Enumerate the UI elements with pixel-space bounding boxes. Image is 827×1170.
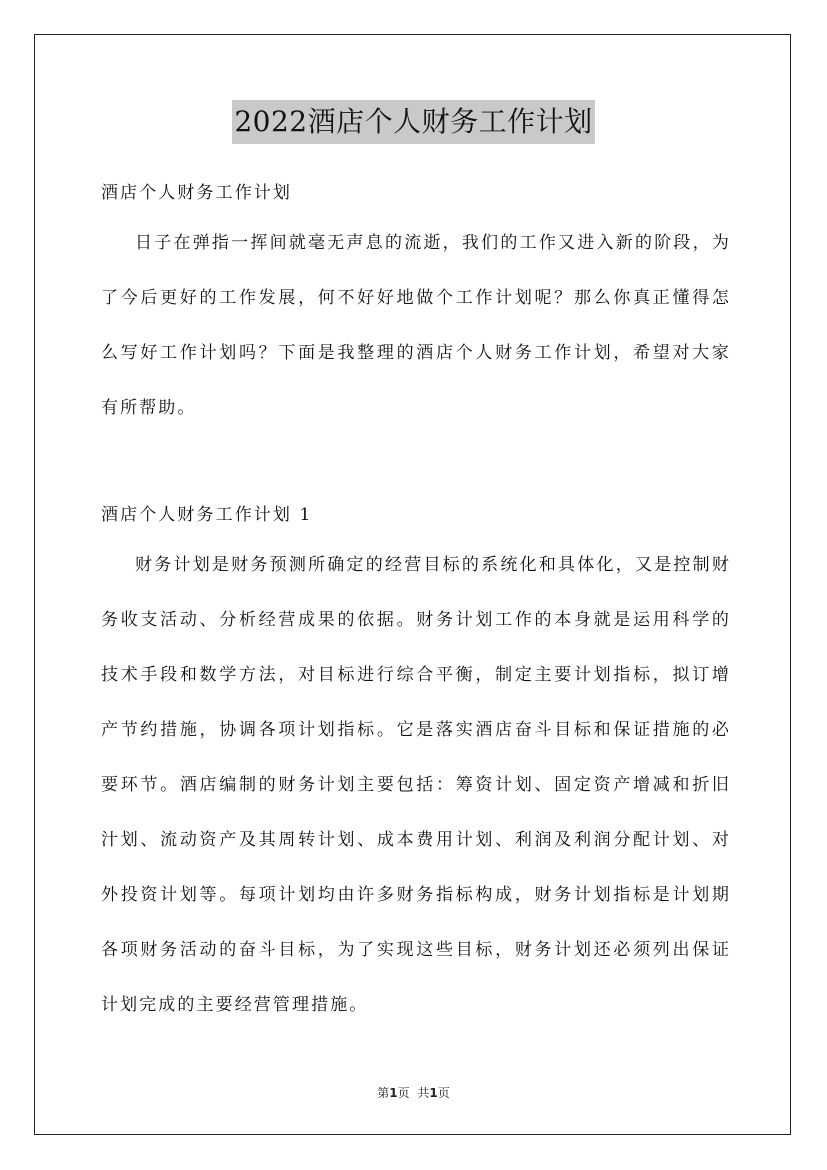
footer-prefix: 第 [377,1086,390,1100]
footer-total-suffix: 页 [437,1086,450,1100]
title-container [0,100,827,144]
footer-total-pages: 1 [429,1086,438,1100]
document-body [101,170,731,1033]
document-title: 2022酒店个人财务工作计划 [232,100,594,144]
paragraph-intro: 日子在弹指一挥间就毫无声息的流逝，我们的工作又进入新的阶段，为了今后更好的工作发展，何不好好地做个工作计划呢？那么你真正懂得怎么写好工作计划吗？下面是我整理的酒店个人财务工作计划，希望对大家有所帮助。 [101,233,731,418]
paragraph-plan-1: 财务计划是财务预测所确定的经营目标的系统化和具体化，又是控制财务收支活动、分析经营成果的依据。财务计划工作的本身就是运用科学的技术手段和数学方法，对目标进行综合平衡，制定主要计划指标，拟订增产节约措施，协调各项计划指标。它是落实酒店奋斗目标和保证措施的必要环节。酒店编制的财务计划主要包括：筹资计划、固定资产增减和折旧汁划、流动资产及其周转计划、成本费用计划、利润及利润分配计划、对外投资计划等。每项计划均由许多财务指标构成，财务计划指标是计划期各项财务活动的奋斗目标，为了实现这些目标，财务计划还必须列出保证计划完成的主要经营管理措施。 [101,555,731,1015]
page-footer [0,1084,827,1101]
section-heading-intro: 酒店个人财务工作计划 [101,183,292,203]
footer-total-prefix: 共 [417,1086,430,1100]
section-spacer [101,436,731,492]
section-heading-plan-1: 酒店个人财务工作计划 1 [101,505,313,525]
footer-current-page: 1 [389,1086,398,1100]
footer-page-word: 页 [397,1086,410,1100]
